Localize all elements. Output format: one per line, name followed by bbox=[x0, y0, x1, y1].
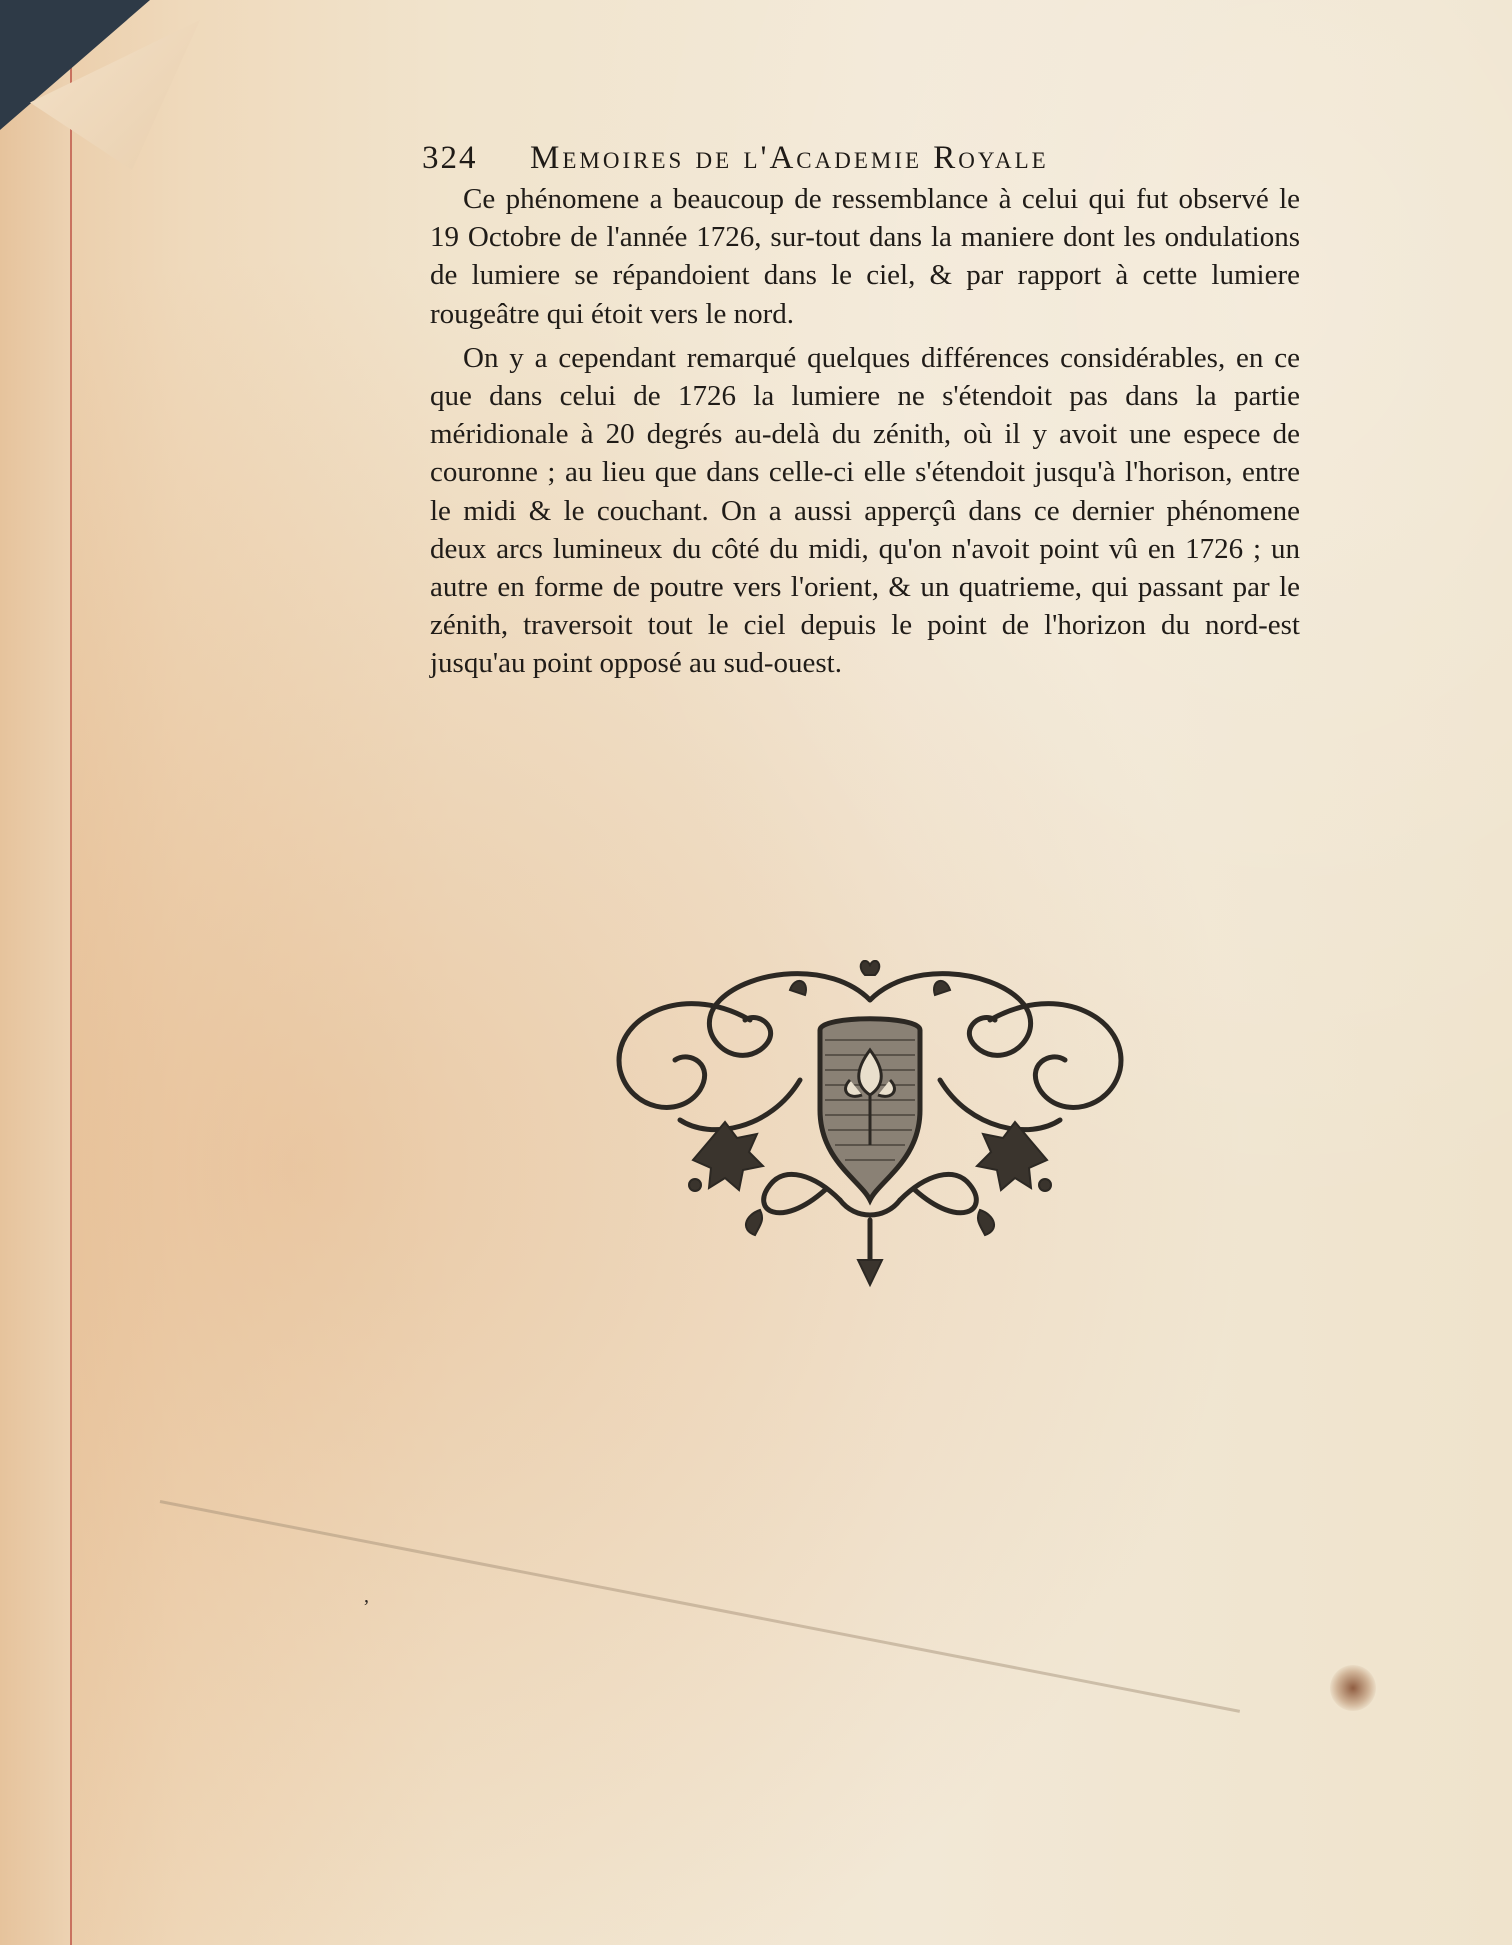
page-number: 324 bbox=[422, 140, 478, 176]
page-header bbox=[422, 140, 1212, 180]
paragraph-2: On y a cependant remarqué quelques différences considérables, en ce que dans celui de 1726 la lumiere ne s'étendoit pas dans la partie méridionale à 20 degrés au-delà du zénith, où il y avoit une espece de couronne ; au lieu que dans celle-ci elle s'étendoit jusqu'à l'horison, entre le midi & le couchant. On a aussi apperçû dans ce dernier phénomene deux arcs lumineux du côté du midi, qu'on n'avoit point vû en 1726 ; un autre en forme de poutre vers l'orient, & un quatrieme, qui passant par le zénith, traversoit tout le ciel depuis le point de l'horizon du nord-est jusqu'au point opposé au sud-ouest. bbox=[430, 341, 1300, 680]
paper-crease bbox=[160, 1500, 1240, 1713]
paper-stain bbox=[1330, 1665, 1376, 1711]
running-head: Memoires de l'Academie Royale bbox=[530, 140, 1049, 176]
body-text bbox=[430, 180, 1300, 683]
paragraph-1: Ce phénomene a beaucoup de ressemblance à celui qui fut observé le 19 Octobre de l'année 1726, sur-tout dans la maniere dont les ondulations de lumiere se répandoient dans le ciel, & par rapport à cette lumiere rougeâtre qui étoit vers le nord. bbox=[430, 183, 1300, 330]
floral-vignette-icon bbox=[600, 960, 1140, 1290]
stray-mark: ‚ bbox=[363, 1585, 370, 1607]
previous-page-edge bbox=[0, 0, 72, 1945]
